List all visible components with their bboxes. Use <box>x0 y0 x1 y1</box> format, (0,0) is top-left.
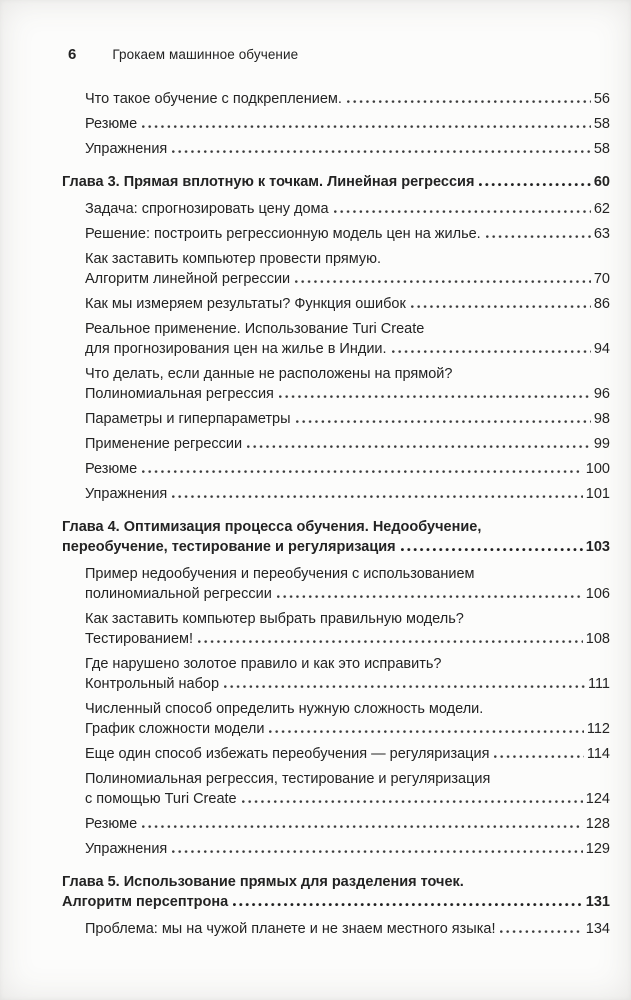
toc-entry-title: для прогнозирования цен на жилье в Индии. <box>85 341 387 357</box>
toc-entry-title: Применение регрессии <box>85 436 243 452</box>
toc-entry-last-line <box>85 839 610 859</box>
toc-entry-extra-lines <box>62 517 610 537</box>
toc-entry-last-line <box>85 384 610 404</box>
toc-page-number: 106 <box>585 586 610 602</box>
toc-entry-title: Упражнения <box>85 486 168 502</box>
dot-leader <box>269 730 583 733</box>
toc-entry <box>62 364 610 404</box>
toc-entry-title: Параметры и гиперпараметры <box>85 411 291 427</box>
toc-entry-last-line <box>85 674 610 694</box>
toc-entry <box>62 872 610 912</box>
toc-entry-last-line <box>85 584 610 604</box>
toc-entry <box>62 517 610 557</box>
toc-entry-title: с помощью Turi Create <box>85 791 237 807</box>
toc-entry-last-line <box>85 919 610 939</box>
toc-entry-last-line <box>62 172 610 192</box>
toc-entry-last-line <box>85 789 610 809</box>
toc-page-number: 58 <box>593 141 610 157</box>
toc-entry-title: Как мы измеряем результаты? Функция ошибок <box>85 296 406 312</box>
toc-entry-title: Резюме <box>85 116 138 132</box>
toc-page-number: 63 <box>593 226 610 242</box>
toc-entry <box>62 744 610 764</box>
toc-page-number: 112 <box>586 721 610 737</box>
toc-entry <box>62 172 610 192</box>
toc-entry-last-line <box>62 537 610 557</box>
toc-page-number: 86 <box>593 296 610 312</box>
toc-entry <box>62 484 610 504</box>
toc-entry-last-line <box>62 892 610 912</box>
toc-entry-line: Глава 4. Оптимизация процесса обучения. Недообучение, <box>62 519 482 535</box>
dot-leader <box>479 183 590 186</box>
dot-leader <box>142 825 583 828</box>
toc-entry-extra-lines <box>85 654 610 674</box>
toc-entry <box>62 224 610 244</box>
toc-entry-title: Резюме <box>85 816 138 832</box>
toc-entry-extra-lines <box>62 872 610 892</box>
toc-entry-extra-lines <box>85 249 610 269</box>
running-title: Грокаем машинное обучение <box>112 47 299 62</box>
toc-entry-line: Пример недообучения и переобучения с использованием <box>85 566 475 582</box>
toc-entry-title: Проблема: мы на чужой планете и не знаем местного языка! <box>85 921 496 937</box>
toc-entry-last-line <box>85 459 610 479</box>
dot-leader <box>242 800 583 803</box>
toc-page-number: 111 <box>587 676 610 692</box>
toc-entry <box>62 814 610 834</box>
toc-entry <box>62 294 610 314</box>
folio-page-number: 6 <box>68 46 77 63</box>
toc-entry-last-line <box>85 719 610 739</box>
toc-page-number: 60 <box>593 174 610 190</box>
toc-entry <box>62 769 610 809</box>
dot-leader <box>172 150 591 153</box>
dot-leader <box>500 930 582 933</box>
toc-entry-last-line <box>85 224 610 244</box>
toc-entry-last-line <box>85 434 610 454</box>
toc-entry-title: полиномиальной регрессии <box>85 586 272 602</box>
toc-entry-line: Реальное применение. Использование Turi Create <box>85 321 425 337</box>
toc-page-number: 98 <box>593 411 610 427</box>
toc-entry-last-line <box>85 89 610 109</box>
toc-entry-extra-lines <box>85 319 610 339</box>
toc-page-number: 58 <box>593 116 610 132</box>
dot-leader <box>392 350 591 353</box>
toc-entry-last-line <box>85 199 610 219</box>
toc-entry-title: Алгоритм персептрона <box>62 894 229 910</box>
toc-entry-title: Упражнения <box>85 141 168 157</box>
toc-entry-extra-lines <box>85 364 610 384</box>
toc-entry <box>62 434 610 454</box>
dot-leader <box>401 548 583 551</box>
toc-entry-last-line <box>85 339 610 359</box>
toc-entry-last-line <box>85 114 610 134</box>
dot-leader <box>296 420 591 423</box>
dot-leader <box>411 305 591 308</box>
toc-page-number: 108 <box>585 631 610 647</box>
toc-entry-last-line <box>85 484 610 504</box>
toc-entry-title: Тестированием! <box>85 631 193 647</box>
toc-entry-extra-lines <box>85 564 610 584</box>
toc-entry-title: Задача: спрогнозировать цену дома <box>85 201 329 217</box>
toc-entry-last-line <box>85 744 610 764</box>
dot-leader <box>347 100 591 103</box>
toc-entry-line: Где нарушено золотое правило и как это исправить? <box>85 656 442 672</box>
toc-entry-title: Что такое обучение с подкреплением. <box>85 91 342 107</box>
toc-entry-title: переобучение, тестирование и регуляризация <box>62 539 396 555</box>
dot-leader <box>233 903 583 906</box>
toc-entry <box>62 699 610 739</box>
toc-entry-line: Глава 5. Использование прямых для разделения точек. <box>62 874 464 890</box>
toc-page-number: 70 <box>593 271 610 287</box>
toc-page-number: 114 <box>586 746 610 762</box>
toc-entry-title: График сложности модели <box>85 721 265 737</box>
toc-entry-title: Решение: построить регрессионную модель цен на жилье. <box>85 226 481 242</box>
toc-entry-last-line <box>85 139 610 159</box>
toc-entry <box>62 249 610 289</box>
dot-leader <box>295 280 591 283</box>
toc-entry-last-line <box>85 409 610 429</box>
toc-page-number: 124 <box>585 791 610 807</box>
dot-leader <box>198 640 583 643</box>
toc-page-number: 100 <box>585 461 610 477</box>
toc-entry <box>62 654 610 694</box>
toc-entry-line: Полиномиальная регрессия, тестирование и регуляризация <box>85 771 491 787</box>
toc-page-number: 99 <box>593 436 610 452</box>
toc-entry-line: Как заставить компьютер выбрать правильную модель? <box>85 611 464 627</box>
toc-page-number: 129 <box>585 841 610 857</box>
toc-entry-title: Алгоритм линейной регрессии <box>85 271 291 287</box>
toc-entry-title: Полиномиальная регрессия <box>85 386 274 402</box>
toc-entry-line: Численный способ определить нужную сложность модели. <box>85 701 484 717</box>
toc-page-number: 94 <box>593 341 610 357</box>
dot-leader <box>224 685 585 688</box>
toc-entry-last-line <box>85 629 610 649</box>
toc-list <box>62 89 610 939</box>
toc-entry <box>62 459 610 479</box>
toc-entry <box>62 199 610 219</box>
toc-entry <box>62 409 610 429</box>
toc-page-number: 62 <box>593 201 610 217</box>
toc-entry-title: Еще один способ избежать переобучения — регуляризация <box>85 746 490 762</box>
toc-entry <box>62 839 610 859</box>
toc-page-number: 103 <box>585 539 610 555</box>
toc-page-number: 131 <box>585 894 610 910</box>
toc-entry <box>62 919 610 939</box>
toc-entry-last-line <box>85 269 610 289</box>
toc-entry-line: Что делать, если данные не расположены на прямой? <box>85 366 453 382</box>
toc-entry-extra-lines <box>85 699 610 719</box>
toc-entry <box>62 319 610 359</box>
dot-leader <box>279 395 591 398</box>
toc-page-number: 134 <box>585 921 610 937</box>
dot-leader <box>172 495 583 498</box>
dot-leader <box>247 445 591 448</box>
toc-entry-title: Резюме <box>85 461 138 477</box>
dot-leader <box>277 595 583 598</box>
dot-leader <box>334 210 591 213</box>
toc-entry <box>62 564 610 604</box>
dot-leader <box>142 470 583 473</box>
toc-entry-title: Глава 3. Прямая вплотную к точкам. Линейная регрессия <box>62 174 475 190</box>
dot-leader <box>142 125 591 128</box>
toc-entry-extra-lines <box>85 609 610 629</box>
toc-entry-last-line <box>85 814 610 834</box>
toc-entry <box>62 139 610 159</box>
dot-leader <box>486 235 591 238</box>
toc-entry-line: Как заставить компьютер провести прямую. <box>85 251 382 267</box>
toc-entry-extra-lines <box>85 769 610 789</box>
toc-page-number: 128 <box>585 816 610 832</box>
toc-entry <box>62 609 610 649</box>
dot-leader <box>172 850 583 853</box>
toc-page-number: 96 <box>593 386 610 402</box>
toc-page-number: 56 <box>593 91 610 107</box>
toc-entry-last-line <box>85 294 610 314</box>
toc-page-number: 101 <box>585 486 610 502</box>
toc-entry-title: Упражнения <box>85 841 168 857</box>
toc-entry-title: Контрольный набор <box>85 676 220 692</box>
running-head <box>62 46 610 63</box>
toc-entry <box>62 89 610 109</box>
dot-leader <box>494 755 583 758</box>
toc-entry <box>62 114 610 134</box>
